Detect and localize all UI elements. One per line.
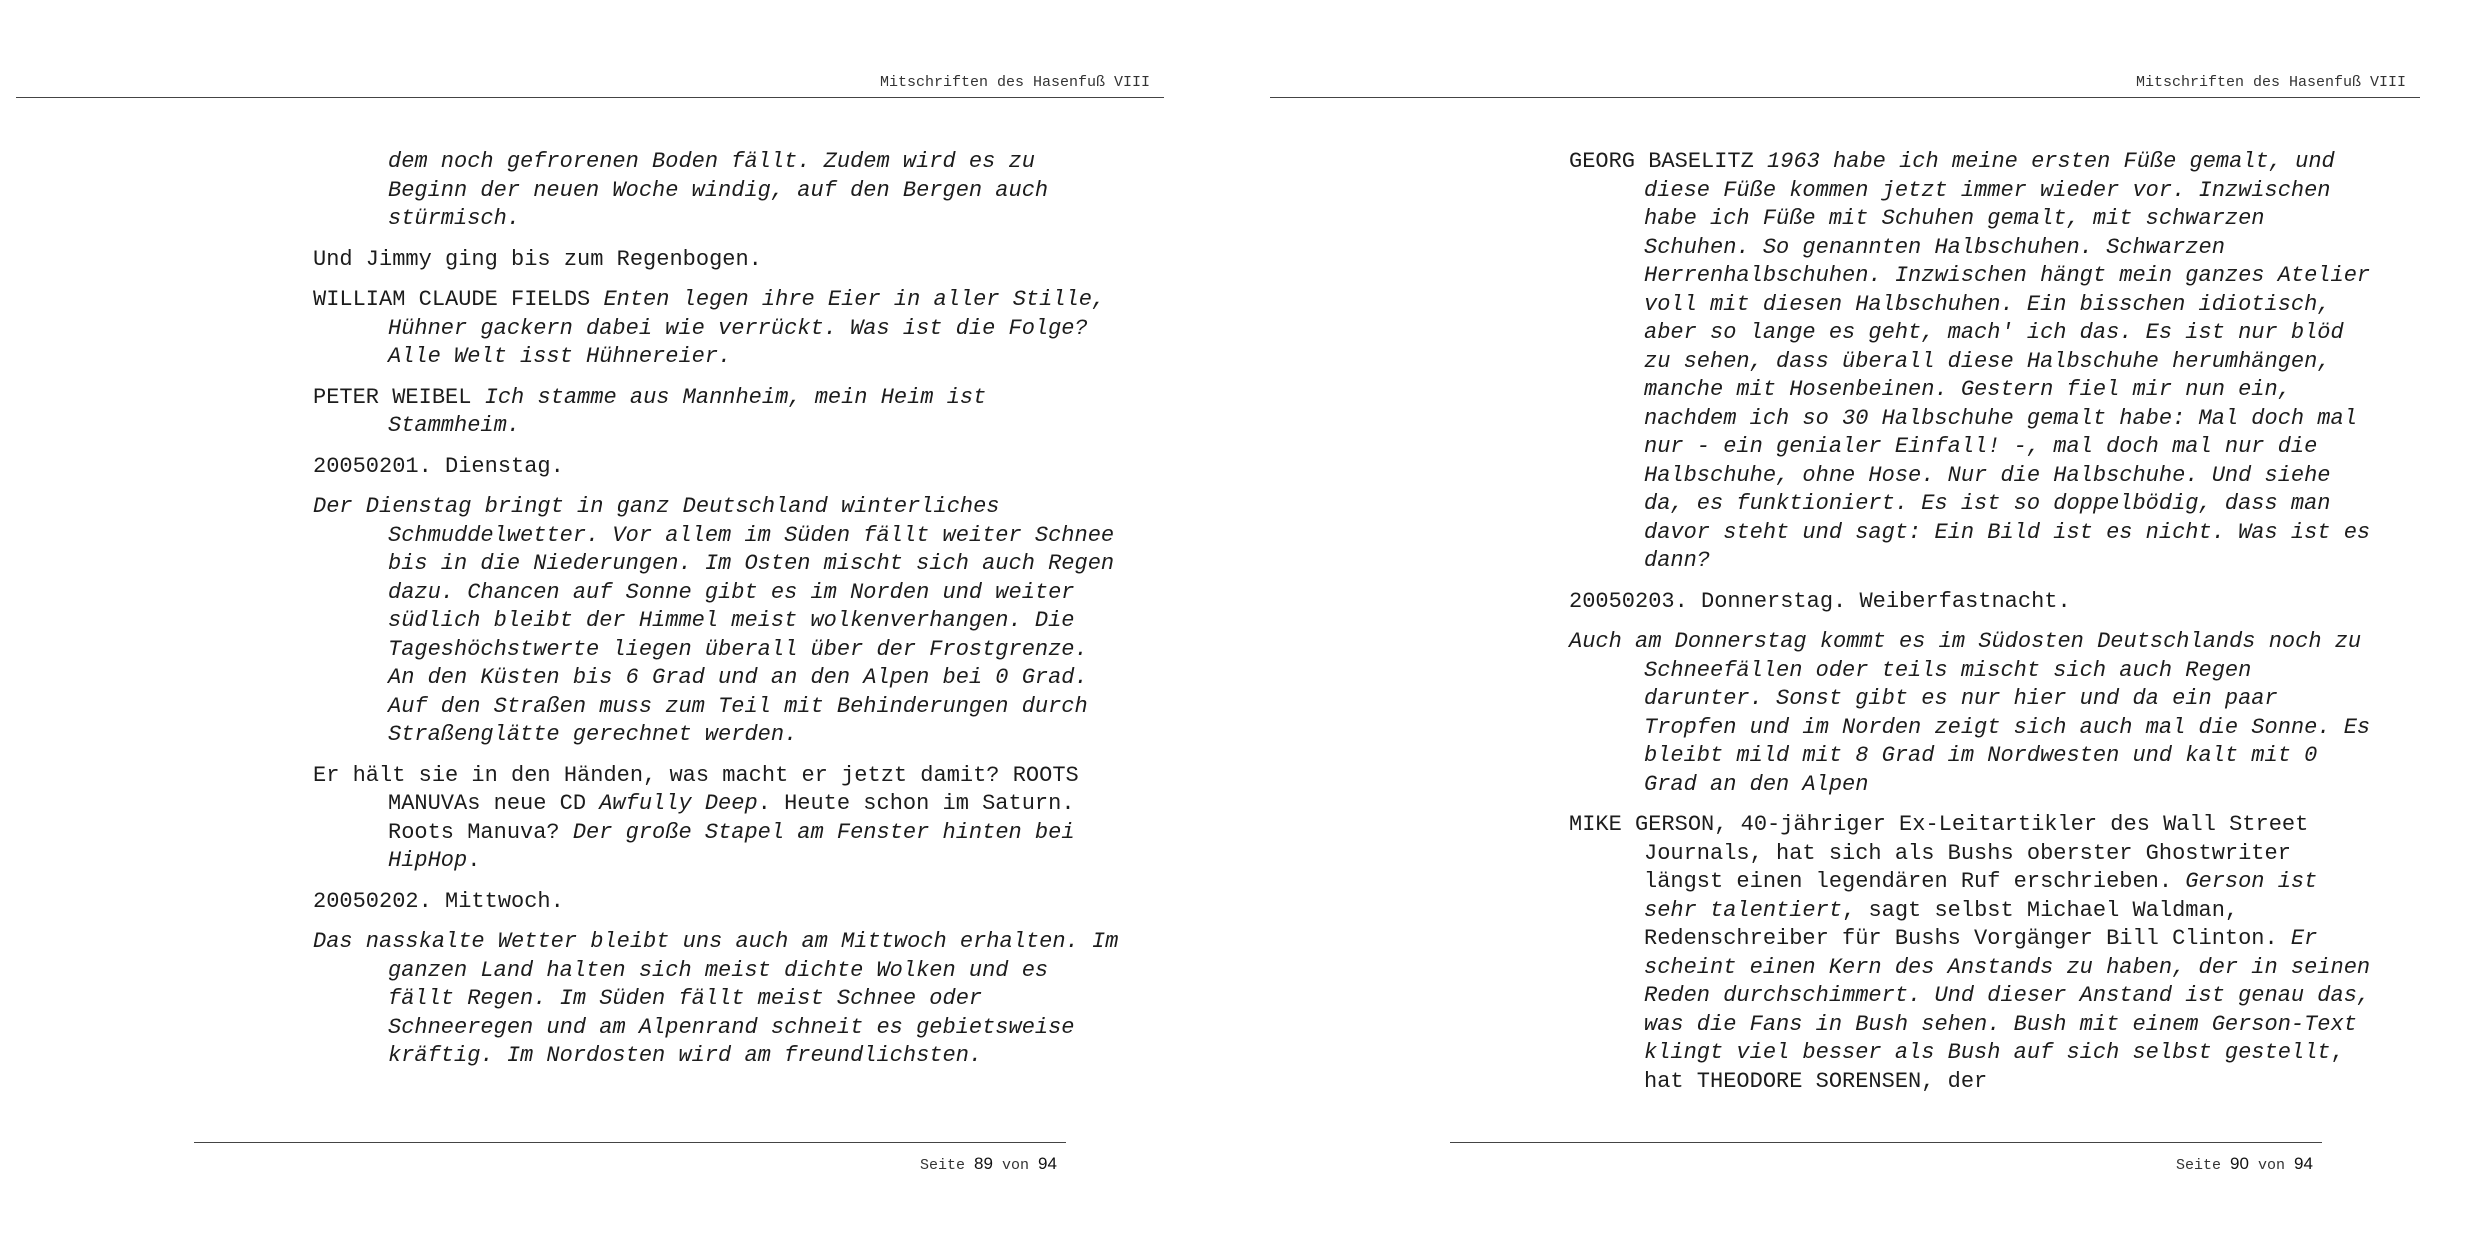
page-footer bbox=[920, 1154, 1057, 1174]
running-header: Mitschriften des Hasenfuß VIII bbox=[2136, 74, 2407, 91]
paragraph bbox=[1569, 811, 2384, 1096]
paragraph bbox=[313, 928, 1132, 1071]
footer-of: von bbox=[1001, 1157, 1029, 1174]
page-number: 90 bbox=[2230, 1154, 2249, 1173]
text-run: , sagt selbst Michael Waldman, Redenschreiber für Bushs Vorgänger Bill Clinton. bbox=[1644, 897, 2291, 951]
speaker-name: WILLIAM CLAUDE FIELDS bbox=[313, 287, 604, 312]
footer-label: Seite bbox=[920, 1157, 966, 1174]
page-number: 89 bbox=[974, 1154, 993, 1173]
text-run: Und Jimmy ging bis zum Regenbogen. bbox=[313, 246, 762, 272]
date-heading bbox=[1569, 588, 2379, 617]
quote-text: Der große Stapel am Fenster hinten bei HipHop bbox=[388, 819, 1088, 873]
page-body bbox=[1569, 148, 2384, 1108]
paragraph bbox=[1569, 148, 2384, 576]
weather-text: Der Dienstag bringt in ganz Deutschland winterliches Schmuddelwetter. Vor allem im Süden fällt weiter Schnee bis in die Niederungen. Im Osten mischt sich auch Regen dazu. Chancen auf Sonne gibt es im Norden und weiter südlich bleibt der Himmel meist wolkenverhangen. Die Tageshöchstwerte liegen überall über der Frostgrenze. An den Küsten bis 6 Grad und an den Alpen bei 0 Grad. Auf den Straßen muss zum Teil mit Behinderungen durch Straßenglätte gerechnet werden. bbox=[313, 494, 1128, 747]
text-run: . bbox=[467, 848, 481, 873]
header-rule bbox=[1270, 97, 2420, 98]
text-run: , hat THEODORE SORENSEN, der bbox=[1644, 1040, 2357, 1094]
page-body bbox=[313, 148, 1132, 1083]
footer-label: Seite bbox=[2176, 1157, 2222, 1174]
quote-text: Enten legen ihre Eier in aller Stille, Hühner gackern dabei wie verrückt. Was ist die Folge? Alle Welt isst Hühnereier. bbox=[388, 287, 1119, 369]
text-line: dem noch gefrorenen Boden fällt. Zudem wird es zu bbox=[388, 149, 1035, 174]
paragraph bbox=[313, 762, 1123, 876]
running-header: Mitschriften des Hasenfuß VIII bbox=[880, 74, 1151, 91]
quote-text: Gerson ist sehr talentiert bbox=[1644, 869, 2331, 923]
paragraph bbox=[313, 493, 1128, 750]
page-total: 94 bbox=[1038, 1154, 1057, 1173]
weather-text: Das nasskalte Wetter bleibt uns auch am Mittwoch erhalten. Im ganzen Land halten sich meist dichte Wolken und es fällt Regen. Im Süden fällt meist Schnee oder Schneeregen und am Alpenrand schneit es gebietsweise kräftig. Im Nordosten wird am freundlichsten. bbox=[313, 929, 1132, 1068]
paragraph bbox=[313, 246, 1123, 275]
text-run: MIKE GERSON, 40-jähriger Ex-Leitartikler des Wall Street Journals, hat sich als Bushs oberster Ghostwriter längst einen legendären Ruf erschrieben. bbox=[1569, 812, 2322, 894]
text-run: Er hält sie in den Händen, was macht er jetzt damit? ROOTS MANUVAs neue CD bbox=[313, 762, 1092, 816]
footer-of: von bbox=[2257, 1157, 2285, 1174]
header-rule bbox=[16, 97, 1164, 98]
paragraph bbox=[1569, 628, 2384, 799]
speaker-name: PETER WEIBEL bbox=[313, 384, 485, 410]
footer-rule bbox=[1450, 1142, 2322, 1143]
paragraph bbox=[313, 286, 1123, 372]
text-run: . Heute schon im Saturn. Roots Manuva? bbox=[388, 791, 1088, 845]
date-text: 20050203. Donnerstag. Weiberfastnacht. bbox=[1569, 588, 2071, 614]
footer-rule bbox=[194, 1142, 1066, 1143]
date-heading bbox=[313, 453, 1123, 482]
quote-text: 1963 habe ich meine ersten Füße gemalt, und diese Füße kommen jetzt immer wieder vor. Inzwischen habe ich Füße mit Schuhen gemalt, mit schwarzen Schuhen. So genannten Halbschuhen. Schwarzen Herrenhalbschuhen. Inzwischen hängt mein ganzes Atelier voll mit diesen Halbschuhen. Ein bisschen idiotisch, aber so lange es geht, mach' ich das. Es ist nur blöd zu sehen, dass überall diese Halbschuhe herumhängen, manche mit Hosenbeinen. Gestern fiel mir nun ein, nachdem ich so 30 Halbschuhe gemalt habe: Mal doch mal nur - ein genialer Einfall! -, mal doch mal nur die Halbschuhe, ohne Hose. Nur die Halbschuhe. Und siehe da, es funktioniert. Es ist so doppelbödig, dass man davor steht und sagt: Ein Bild ist es nicht. Was ist es dann? bbox=[1644, 149, 2384, 573]
page-footer bbox=[2176, 1154, 2313, 1174]
page-total: 94 bbox=[2294, 1154, 2313, 1173]
album-title: Awfully Deep bbox=[599, 791, 758, 816]
date-text: 20050202. Mittwoch. bbox=[313, 888, 564, 914]
text-line: stürmisch. bbox=[388, 206, 521, 231]
right-page bbox=[1240, 0, 2480, 1240]
weather-text: Auch am Donnerstag kommt es im Südosten Deutschlands noch zu Schneefällen oder teils mischt sich auch Regen darunter. Sonst gibt es nur hier und da ein paar Tropfen und im Norden zeigt sich auch mal die Sonne. Es bleibt mild mit 8 Grad im Nordwesten und kalt mit 0 Grad an den Alpen bbox=[1569, 629, 2384, 797]
paragraph bbox=[313, 384, 1123, 441]
speaker-name: GEORG BASELITZ bbox=[1569, 149, 1768, 174]
quote-text: Ich stamme aus Mannheim, mein Heim ist Stammheim. bbox=[388, 384, 1000, 438]
date-text: 20050201. Dienstag. bbox=[313, 453, 564, 479]
paragraph bbox=[388, 148, 1123, 234]
text-line: Beginn der neuen Woche windig, auf den Bergen auch bbox=[388, 177, 1049, 203]
quote-text: Er scheint einen Kern des Anstands zu haben, der in seinen Reden durchschimmert. Und dieser Anstand ist genau das, was die Fans in Bush sehen. Bush mit einem Gerson-Text klingt viel besser als Bush auf sich selbst gestellt bbox=[1644, 926, 2384, 1065]
date-heading bbox=[313, 888, 1123, 917]
